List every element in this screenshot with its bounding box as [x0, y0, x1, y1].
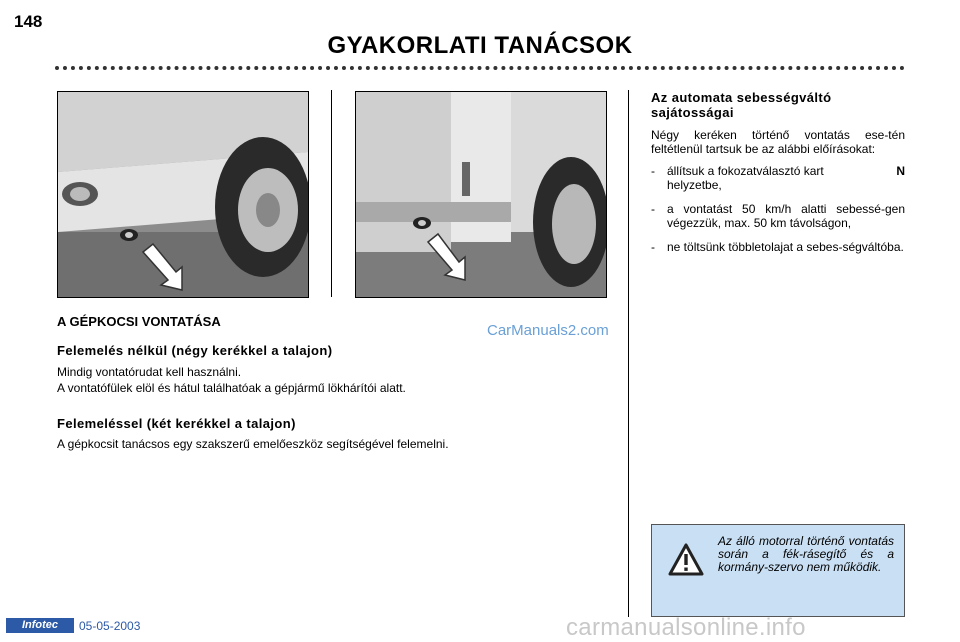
- list-item: - ne töltsünk többletolajat a sebes-ségváltóba.: [651, 240, 904, 254]
- footer-date: 05-05-2003: [79, 619, 141, 633]
- paragraph-lifting-device: A gépkocsit tanácsos egy szakszerű emelőeszköz segítségével felemelni.: [57, 437, 449, 451]
- page-title: GYAKORLATI TANÁCSOK: [327, 32, 633, 59]
- subheading-with-lifting: Felemeléssel (két kerékkel a talajon): [57, 416, 296, 431]
- footer-watermark: carmanualsonline.info: [566, 614, 806, 641]
- gear-n-label: N: [896, 164, 905, 178]
- front-bumper-illustration: [58, 92, 308, 297]
- list-item: - állítsuk a fokozatválasztó kart N helyzetbe,: [651, 164, 905, 192]
- warning-text: Az álló motorral történő vontatás során a fék-rásegítő és a kormány-szervo nem működik.: [718, 534, 894, 574]
- automatic-gearbox-section: [651, 90, 905, 254]
- list-item: - a vontatást 50 km/h alatti sebessé-gen végezzük, max. 50 km távolságon,: [651, 202, 905, 230]
- column-divider: [628, 90, 629, 617]
- carmanuals-watermark: CarManuals2.com: [487, 322, 609, 339]
- paragraph-tow-eyes: A vontatófülek elöl és hátul találhatóak a gépjármű lökhárítói alatt.: [57, 381, 406, 395]
- section-heading-towing: A GÉPKOCSI VONTATÁSA: [57, 314, 221, 329]
- title-divider: [55, 66, 905, 70]
- automatic-gearbox-heading: Az automata sebességváltó sajátosságai: [651, 90, 832, 120]
- paragraph-tow-bar: Mindig vontatórudat kell használni.: [57, 365, 242, 379]
- front-tow-eye-photo: [57, 91, 309, 298]
- photo-divider: [331, 90, 332, 297]
- subheading-without-lifting: Felemelés nélkül (négy kerékkel a talajon): [57, 343, 333, 358]
- automatic-gearbox-intro: Négy keréken történő vontatás ese-tén feltétlenül tartsuk be az alábbi előírásokat:: [651, 128, 905, 156]
- rear-tow-eye-photo: [355, 91, 607, 298]
- page-number: 148: [14, 12, 43, 31]
- warning-triangle-icon: [668, 543, 704, 576]
- infotec-logo: Infotec: [6, 618, 74, 633]
- rear-bumper-illustration: [356, 92, 606, 297]
- warning-box: [651, 524, 905, 617]
